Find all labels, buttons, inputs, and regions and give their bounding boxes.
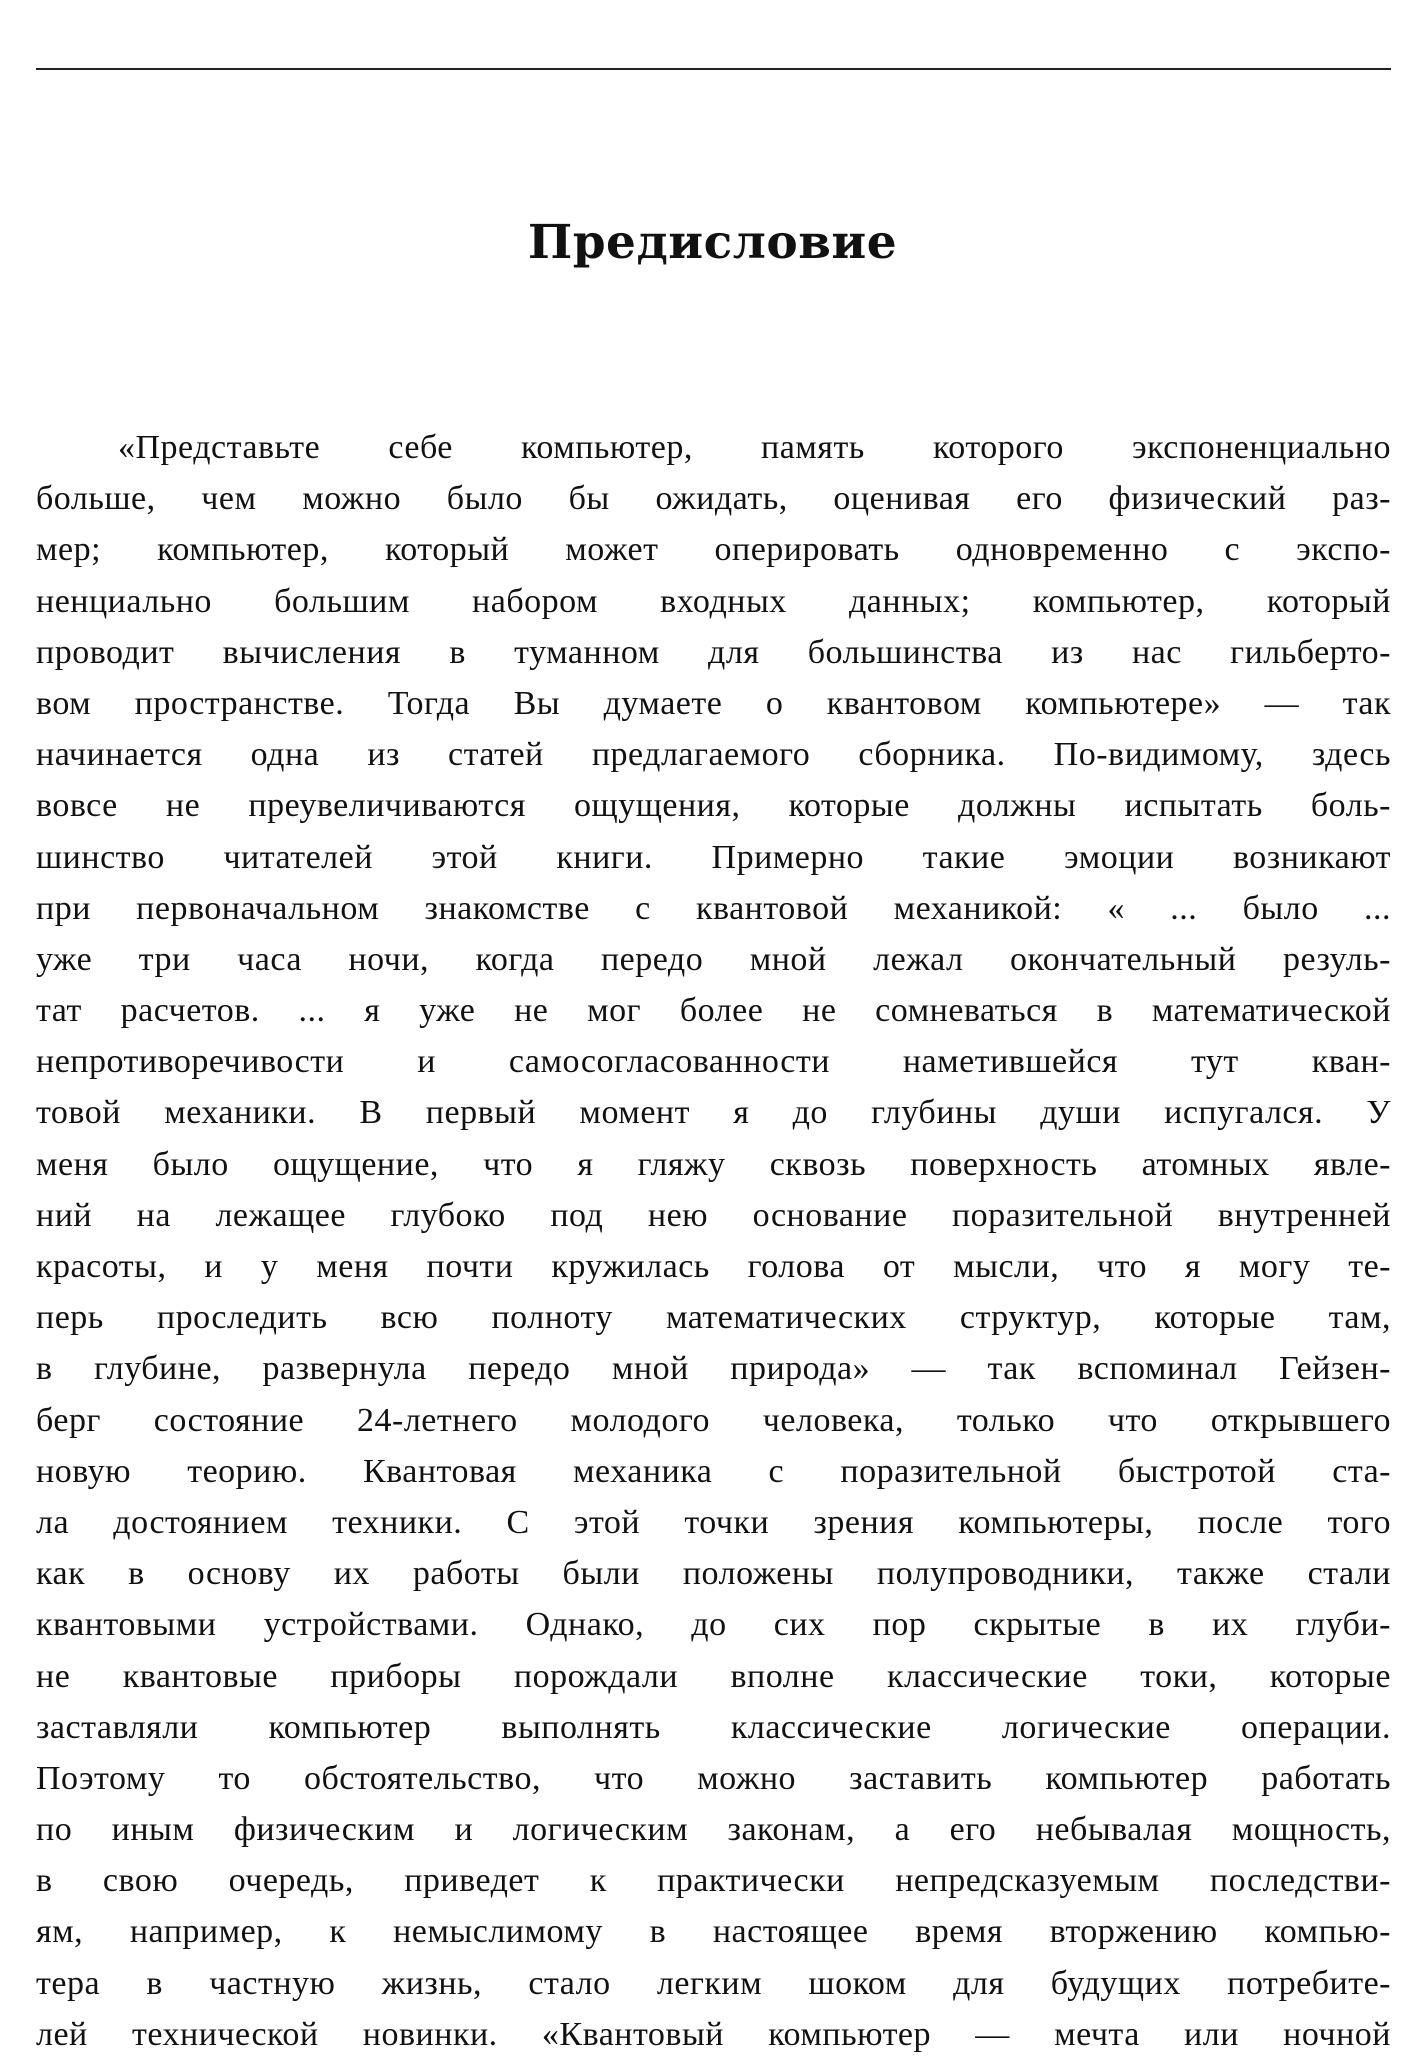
text-line: в свою очередь, приведет к практически непредсказуемым последстви- [36,1862,1391,1900]
text-line: тера в частную жизнь, стало легким шоком для будущих потребите- [36,1964,1391,2002]
text-line: ям, например, к немыслимому в настоящее время вторжению компью- [36,1913,1391,1951]
text-line: «Представьте себе компьютер, память которого экспоненциально [118,429,1391,466]
text-line: меня было ощущение, что я гляжу сквозь поверхность атомных явле- [36,1145,1391,1183]
text-line: берг состояние 24-летнего молодого человека, только что открывшего [36,1401,1391,1439]
text-line: начинается одна из статей предлагаемого сборника. По-видимому, здесь [36,736,1391,774]
text-line: тат расчетов. ... я уже не мог более не сомневаться в математической [36,992,1391,1030]
text-line: красоты, и у меня почти кружилась голова от мысли, что я могу те- [36,1248,1391,1285]
text-line: вом пространстве. Тогда Вы думаете о квантовом компьютере» — так [36,684,1391,722]
chapter-title: Предисловие [527,215,898,270]
text-line: уже три часа ночи, когда передо мной лежал окончательный резуль- [36,940,1391,978]
text-line: вовсе не преувеличиваются ощущения, которые должны испытать боль- [36,787,1391,825]
text-line: при первоначальном знакомстве с квантовой механикой: « ... было ... [36,889,1391,927]
text-line: ний на лежащее глубоко под нею основание поразительной внутренней [36,1196,1391,1234]
text-line: Поэтому то обстоятельство, что можно заставить компьютер работать [36,1759,1391,1797]
text-line: проводит вычисления в туманном для большинства из нас гильберто- [36,633,1391,671]
text-line: больше, чем можно было бы ожидать, оценивая его физический раз- [36,480,1391,518]
text-line: товой механики. В первый момент я до глубины души испугался. У [36,1094,1391,1132]
body-paragraph [36,422,1391,2060]
text-line: мер; компьютер, который может оперировать одновременно с экспо- [36,531,1391,569]
text-line: как в основу их работы были положены полупроводники, также стали [36,1555,1391,1593]
text-line: новую теорию. Квантовая механика с поразительной быстротой ста- [36,1452,1391,1490]
text-line: непротиворечивости и самосогласованности наметившейся тут кван- [36,1043,1391,1081]
text-line: перь проследить всю полноту математических структур, которые там, [36,1299,1391,1337]
text-line: не квантовые приборы порождали вполне классические токи, которые [36,1657,1391,1695]
text-line: ла достоянием техники. С этой точки зрения компьютеры, после того [36,1503,1391,1541]
text-line: лей технической новинки. «Квантовый компьютер — мечта или ночной [36,2015,1391,2053]
text-line: в глубине, развернула передо мной природа» — так вспоминал Гейзен- [36,1350,1391,1388]
text-line: шинство читателей этой книги. Примерно такие эмоции возникают [36,838,1391,876]
text-line: ненциально большим набором входных данных; компьютер, который [36,582,1391,620]
text-line: квантовыми устройствами. Однако, до сих пор скрытые в их глуби- [36,1606,1391,1644]
text-line: по иным физическим и логическим законам, а его небывалая мощность, [36,1811,1391,1849]
header-rule [36,68,1391,70]
text-line: заставляли компьютер выполнять классические логические операции. [36,1708,1391,1746]
